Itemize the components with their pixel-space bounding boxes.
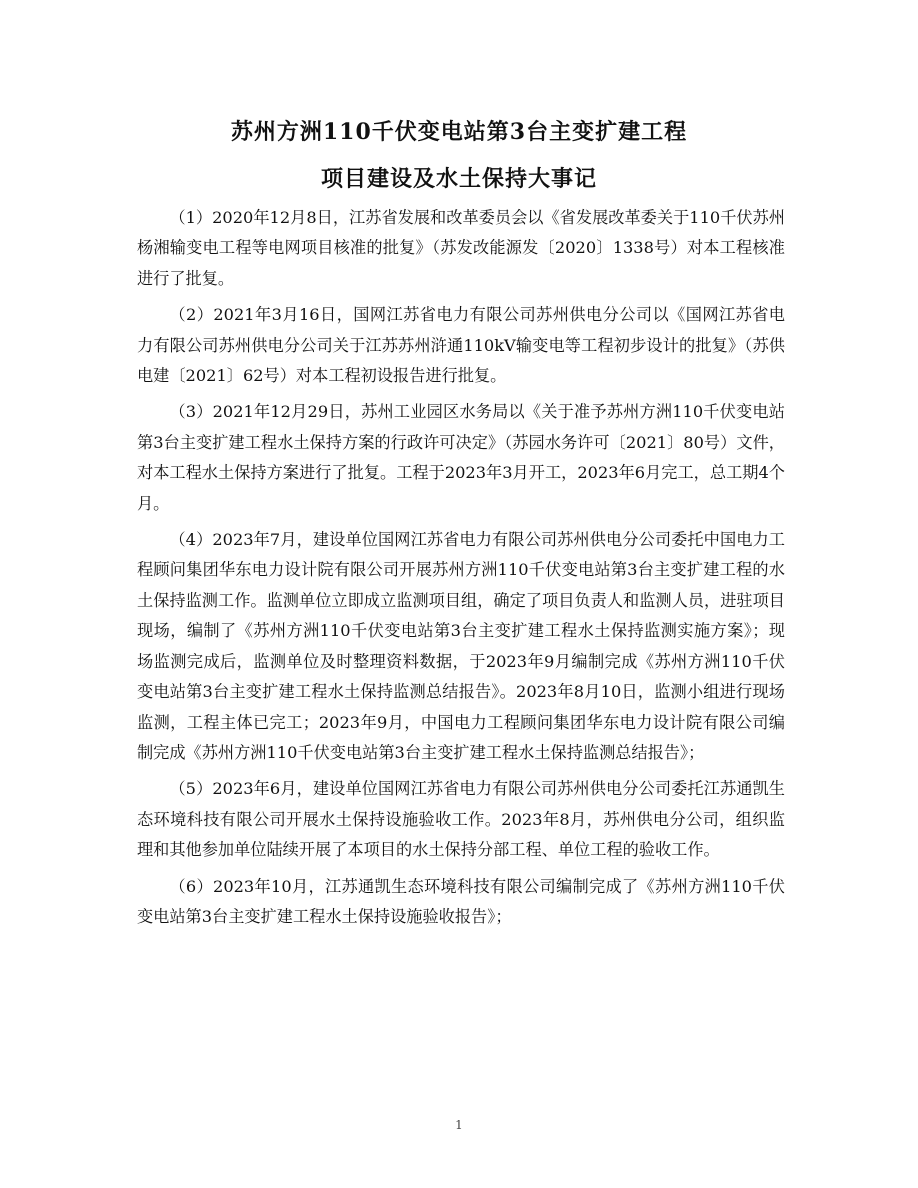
event-paragraph-1: （1）2020年12月8日，江苏省发展和改革委员会以《省发展改革委关于110千伏苏州杨湘输变电工程等电网项目核准的批复》（苏发改能源发〔2020〕1338号）对本工程核准进行了批复。	[137, 208, 785, 288]
document-body	[137, 203, 785, 938]
event-paragraph-3: （3）2021年12月29日，苏州工业园区水务局以《关于准予苏州方洲110千伏变电站第3台主变扩建工程水土保持方案的行政许可决定》（苏园水务许可〔2021〕80号）文件，对本工程水土保持方案进行了批复。工程于2023年3月开工，2023年6月完工，总工期4个月。	[137, 402, 785, 513]
document-title: 苏州方洲110千伏变电站第3台主变扩建工程	[230, 119, 688, 145]
event-paragraph-5: （5）2023年6月，建设单位国网江苏省电力有限公司苏州供电分公司委托江苏通凯生态环境科技有限公司开展水土保持设施验收工作。2023年8月，苏州供电分公司，组织监理和其他参加单位陆续开展了本项目的水土保持分部工程、单位工程的验收工作。	[137, 779, 785, 860]
event-paragraph-6: （6）2023年10月，江苏通凯生态环境科技有限公司编制完成了《苏州方洲110千伏变电站第3台主变扩建工程水土保持设施验收报告》；	[137, 876, 785, 926]
event-paragraph-4: （4）2023年7月，建设单位国网江苏省电力有限公司苏州供电分公司委托中国电力工程顾问集团华东电力设计院有限公司开展苏州方洲110千伏变电站第3台主变扩建工程的水土保持监测工作。监测单位立即成立监测项目组，确定了项目负责人和监测人员，进驻项目现场，编制了《苏州方洲110千伏变电站第3台主变扩建工程水土保持监测实施方案》；现场监测完成后，监测单位及时整理资料数据，于2023年9月编制完成《苏州方洲110千伏变电站第3台主变扩建工程水土保持监测总结报告》。2023年8月10日，监测小组进行现场监测，工程主体已完工；2023年9月，中国电力工程顾问集团华东电力设计院有限公司编制完成《苏州方洲110千伏变电站第3台主变扩建工程水土保持监测总结报告》；	[137, 530, 785, 762]
event-paragraph-2: （2）2021年3月16日，国网江苏省电力有限公司苏州供电分公司以《国网江苏省电力有限公司苏州供电分公司关于江苏苏州浒通110kV输变电等工程初步设计的批复》（苏供电建〔2021〕62号）对本工程初设报告进行批复。	[137, 305, 785, 386]
page-number: 1	[455, 1118, 463, 1132]
document-subtitle: 项目建设及水土保持大事记	[320, 166, 597, 192]
